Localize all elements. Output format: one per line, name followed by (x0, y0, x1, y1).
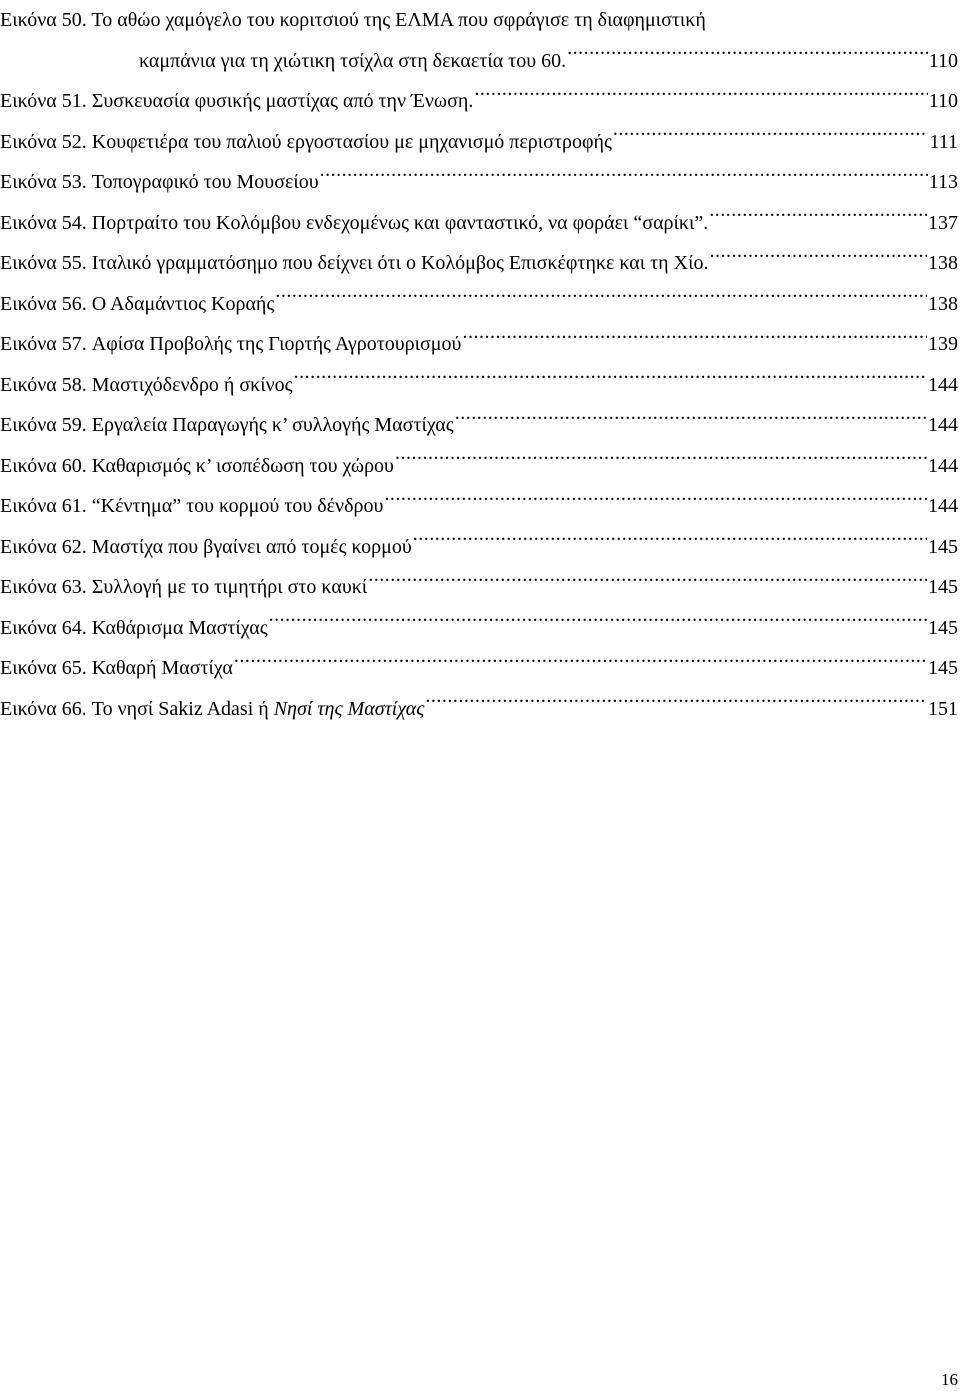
dot-leader (395, 450, 927, 472)
toc-entry[interactable] (0, 284, 958, 325)
toc-entry-title: “Κέντημα” του κορμού του δένδρου (91, 495, 384, 517)
toc-entry-page: 151 (928, 697, 958, 720)
toc-entry-page: 138 (928, 292, 958, 315)
dot-leader (425, 693, 927, 715)
toc-entry-label: Εικόνα 62. (0, 535, 87, 558)
dot-leader (384, 490, 927, 512)
page-number: 16 (941, 1370, 958, 1389)
toc-entry-title-italic: Νησί της Μαστίχας (273, 697, 425, 720)
dot-leader (567, 45, 928, 67)
toc-entry-label: Εικόνα 52. (0, 130, 87, 153)
toc-entry-page: 145 (928, 657, 958, 679)
toc-entry-title: Ιταλικό γραμματόσημο που δείχνει ότι ο Κολόμβος Επισκέφτηκε και τη Χίο. (91, 252, 709, 274)
toc-entry-page: 138 (928, 252, 958, 274)
toc-entry[interactable] (0, 648, 958, 689)
toc-entry-page: 144 (928, 414, 958, 436)
toc-entry[interactable] (0, 243, 958, 284)
toc-entry[interactable] (0, 486, 958, 527)
toc-entry[interactable] (0, 203, 958, 244)
toc-entry[interactable] (0, 365, 958, 406)
toc-entry-label: Εικόνα 58. (0, 373, 87, 396)
toc-entry[interactable] (0, 608, 958, 649)
toc-entry-label: Εικόνα 57. (0, 333, 87, 355)
toc-entry-title: Ο Αδαμάντιος Κοραής (91, 292, 275, 315)
toc-entry-label: Εικόνα 59. (0, 414, 87, 436)
dot-leader (455, 409, 927, 431)
toc-entry-title: Το αθώο χαμόγελο του κοριτσιού της ΕΛΜΑ που σφράγισε τη διαφημιστική (91, 9, 706, 31)
toc-entry-label: Εικόνα 66. (0, 697, 87, 720)
toc-entry[interactable] (0, 689, 958, 730)
toc-entry-title: Συλλογή με το τιμητήρι στο καυκί (91, 576, 368, 598)
toc-entry-label: Εικόνα 50. (0, 9, 87, 31)
dot-leader (269, 612, 927, 634)
toc-entry-title: Αφίσα Προβολής της Γιορτής Αγροτουρισμού (91, 333, 462, 355)
toc-entry-title: Εργαλεία Παραγωγής κ’ συλλογής Μαστίχας (91, 414, 454, 436)
toc-entry-label: Εικόνα 51. (0, 90, 87, 112)
dot-leader (320, 166, 928, 188)
toc-entry[interactable] (0, 81, 958, 122)
toc-entry-title: Πορτραίτο του Κολόμβου ενδεχομένως και φανταστικό, να φοράει “σαρίκι”. (91, 211, 709, 234)
toc-entry-label: Εικόνα 60. (0, 454, 87, 477)
toc-entry-title: Τοπογραφικό του Μουσείου (91, 171, 319, 193)
toc-entry[interactable] (0, 527, 958, 568)
dot-leader (413, 531, 927, 553)
toc-entry-title: Μαστίχα που βγαίνει από τομές κορμού (91, 535, 412, 558)
toc-entry-title: Καθαρισμός κ’ ισοπέδωση του χώρου (91, 454, 394, 477)
toc-entry-label: Εικόνα 64. (0, 616, 87, 639)
toc-entry-label: Εικόνα 53. (0, 171, 87, 193)
dot-leader (462, 328, 927, 350)
toc-entry[interactable] (0, 446, 958, 487)
toc-entry-title: Μαστιχόδενδρο ή σκίνος (91, 373, 293, 396)
toc-entry-title: Το νησί Sakiz Adasi ή (91, 697, 269, 720)
toc-entry-label: Εικόνα 55. (0, 252, 87, 274)
toc-entry-page: 137 (928, 211, 958, 234)
toc-entry-title: Καθαρή Μαστίχα (91, 657, 233, 679)
dot-leader (294, 369, 927, 391)
dot-leader (613, 126, 929, 148)
toc-entry-page: 144 (928, 495, 958, 517)
toc-entry-title: Κουφετιέρα του παλιού εργοστασίου με μηχανισμό περιστροφής (91, 130, 612, 153)
dot-leader (709, 207, 927, 229)
toc-entry-page: 110 (928, 49, 958, 72)
toc-entry-title: Συσκευασία φυσικής μαστίχας από την Ένωση. (91, 90, 474, 112)
toc-entry[interactable] (0, 567, 958, 608)
dot-leader (234, 652, 927, 674)
toc-entry-page: 144 (928, 373, 958, 396)
toc-entry-title-continuation: καμπάνια για τη χιώτικη τσίχλα στη δεκαετία του 60. (139, 49, 567, 72)
toc-entry-page: 110 (928, 90, 958, 112)
toc-entry[interactable] (0, 0, 958, 81)
toc-entry-title: Καθάρισμα Μαστίχας (91, 616, 268, 639)
toc-entry-page: 139 (928, 333, 958, 355)
toc-entry-label: Εικόνα 65. (0, 657, 87, 679)
toc-entry[interactable] (0, 162, 958, 203)
toc-entry-page: 145 (928, 535, 958, 558)
toc-entry-label: Εικόνα 54. (0, 211, 87, 234)
toc-entry-label: Εικόνα 61. (0, 495, 87, 517)
toc-entry-page: 111 (929, 130, 958, 153)
dot-leader (709, 247, 927, 269)
dot-leader (368, 571, 927, 593)
toc-entry[interactable] (0, 405, 958, 446)
toc-entry[interactable] (0, 324, 958, 365)
toc-entry-page: 144 (928, 454, 958, 477)
toc-entry-label: Εικόνα 63. (0, 576, 87, 598)
dot-leader (474, 85, 927, 107)
dot-leader (275, 288, 927, 310)
toc-entry-page: 145 (928, 576, 958, 598)
toc-entry-page: 113 (928, 171, 958, 193)
toc-entry-page: 145 (928, 616, 958, 639)
toc-entry[interactable] (0, 122, 958, 163)
toc-entry-label: Εικόνα 56. (0, 292, 87, 315)
